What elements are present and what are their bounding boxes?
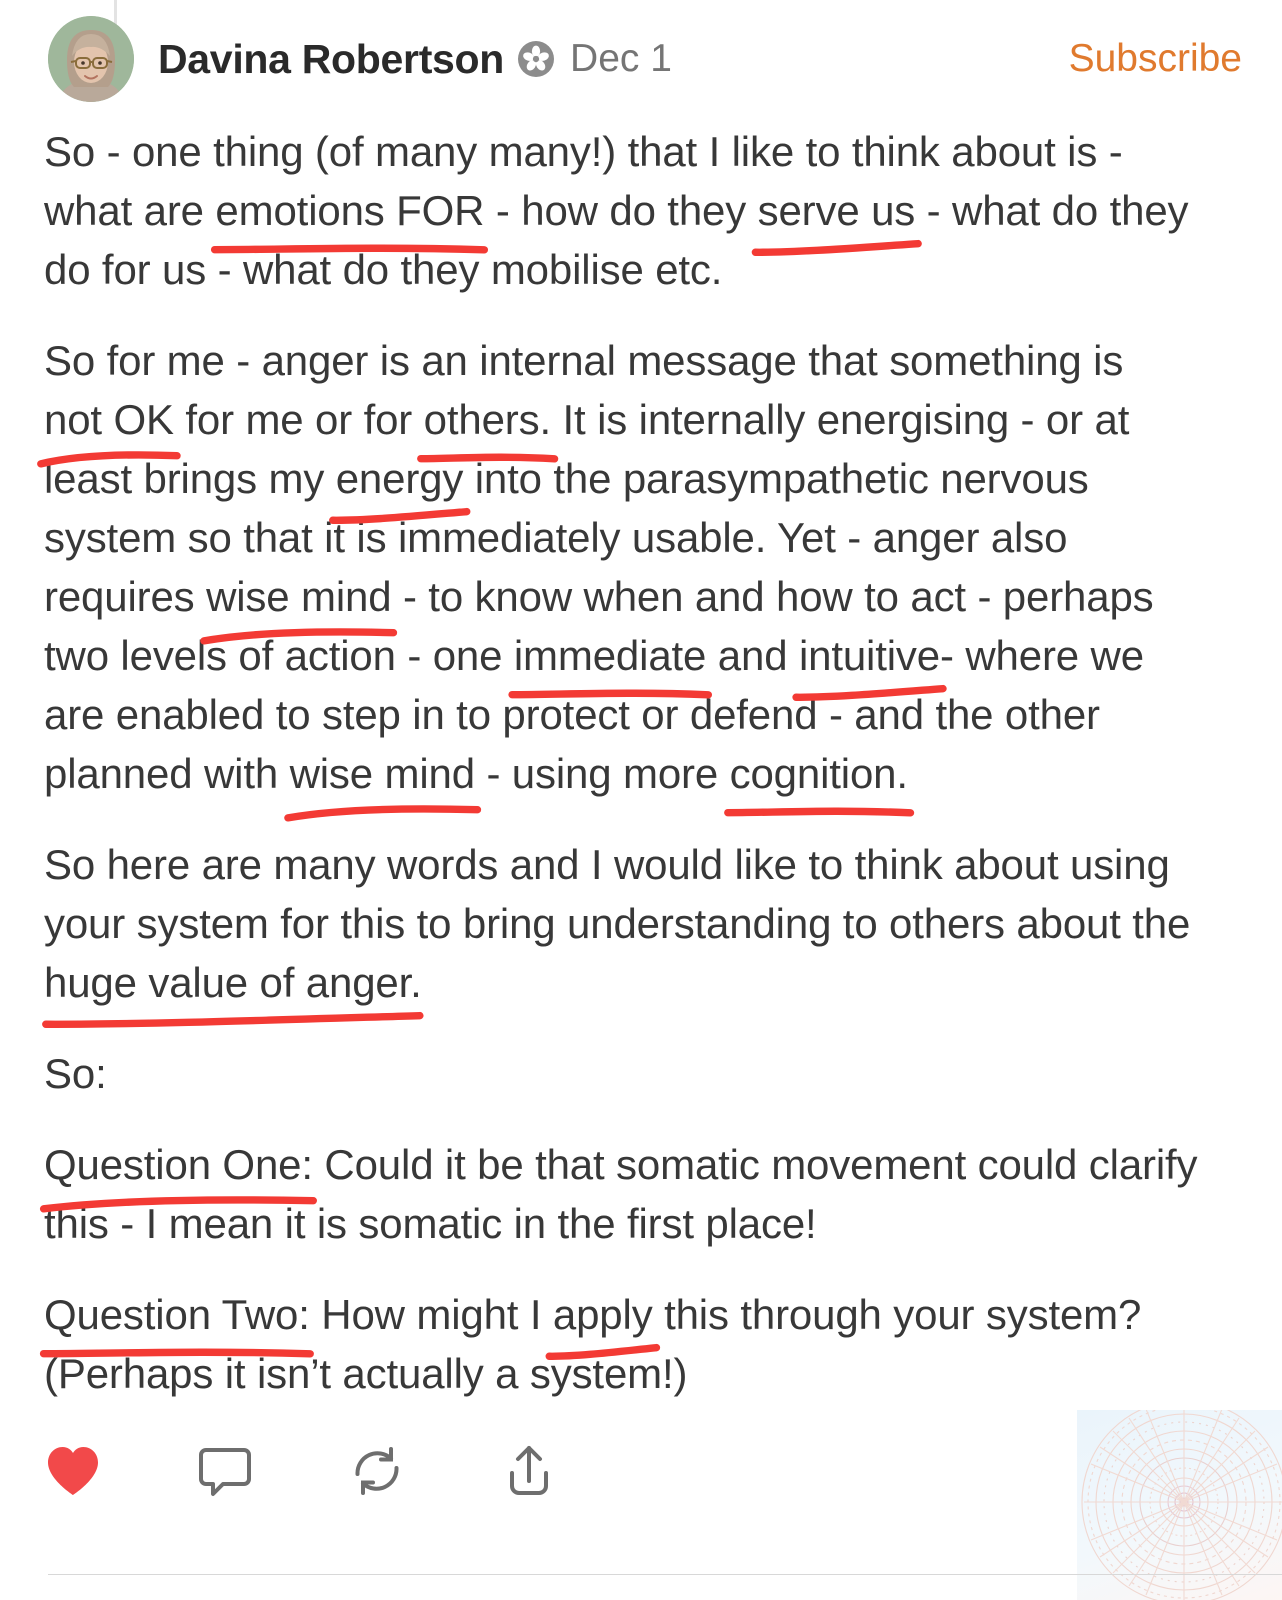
highlighted-text: Question One: <box>44 1141 313 1188</box>
highlighted-phrase <box>44 1135 313 1194</box>
like-button[interactable] <box>44 1442 102 1500</box>
comment-paragraph <box>44 1044 1209 1103</box>
heart-icon <box>45 1445 101 1497</box>
highlighted-phrase <box>215 181 484 240</box>
highlighted-phrase <box>424 390 551 449</box>
highlighted-phrase <box>336 449 464 508</box>
comment-paragraph <box>44 122 1209 299</box>
paragraph-text: How might I <box>309 1291 553 1338</box>
highlighted-phrase <box>44 953 422 1012</box>
paragraph-text: and <box>706 632 799 679</box>
paragraph-text: for me or for <box>173 396 424 443</box>
highlighted-text: huge value of anger. <box>44 959 422 1006</box>
highlighted-phrase <box>290 744 475 803</box>
paragraph-text: - how do they <box>484 187 758 234</box>
highlighted-text: cognition. <box>729 750 908 797</box>
highlighted-phrase <box>553 1285 653 1344</box>
mandala-watermark-image <box>1077 1410 1282 1600</box>
subscribe-button[interactable]: Subscribe <box>1068 37 1242 80</box>
share-button[interactable] <box>500 1442 558 1500</box>
substack-subscriber-flower-badge-icon <box>518 41 554 77</box>
paragraph-text: So for me - anger is an internal message that something is <box>44 337 1124 384</box>
comment-paragraph <box>44 1285 1209 1403</box>
highlighted-text: energy <box>335 455 464 502</box>
paragraph-text: It is internally energising - or at least brings my <box>44 396 1130 502</box>
highlighted-text: wise mind <box>206 573 392 620</box>
paragraph-text: this through your system? (Perhaps it isn’t actually a system!) <box>44 1291 1142 1397</box>
highlighted-text: immediate <box>513 632 707 679</box>
highlighted-text: serve us <box>757 187 916 234</box>
highlighted-text: apply <box>552 1291 653 1338</box>
comment-button[interactable] <box>196 1442 254 1500</box>
comment-body <box>44 122 1209 1403</box>
highlighted-phrase <box>514 626 706 685</box>
share-icon <box>504 1443 554 1499</box>
avatar[interactable] <box>48 16 134 102</box>
comment-paragraph <box>44 331 1209 803</box>
highlighted-text: emotions FOR <box>215 187 485 234</box>
highlighted-phrase <box>799 626 940 685</box>
byline <box>158 36 1069 83</box>
comment-paragraph <box>44 835 1209 1012</box>
highlighted-phrase <box>44 1285 310 1344</box>
paragraph-text: - to know when and how to act - perhaps two levels of action - one <box>44 573 1154 679</box>
highlighted-phrase <box>758 181 916 240</box>
highlighted-text: not OK <box>44 396 174 443</box>
restack-button[interactable] <box>348 1442 406 1500</box>
comment-actions <box>44 1442 558 1500</box>
author-name[interactable]: Davina Robertson <box>158 35 505 82</box>
paragraph-text: Could it be that somatic movement could clarify this - I mean it is somatic in the first place! <box>44 1141 1198 1247</box>
highlighted-phrase <box>44 390 174 449</box>
marker-underline <box>284 799 481 825</box>
bottom-divider <box>48 1574 1282 1575</box>
paragraph-text: So - one thing (of many many!) that I like to think about is - what are <box>44 128 1123 234</box>
highlighted-phrase <box>730 744 908 803</box>
marker-underline <box>38 1008 428 1034</box>
highlighted-text: intuitive <box>798 632 940 679</box>
highlighted-phrase <box>206 567 391 626</box>
post-date: Dec 1 <box>570 37 672 80</box>
highlighted-text: others. <box>423 396 552 443</box>
paragraph-text: So here are many words and I would like to think about using your system for this to bring understanding to others about the <box>44 841 1191 947</box>
paragraph-text: into the parasympathetic nervous system so that it is immediately usable. Yet - anger also requires <box>44 455 1089 620</box>
marker-underline <box>752 236 922 262</box>
paragraph-text: - what do they do for us - what do they mobilise etc. <box>44 187 1189 293</box>
comment-bubble-icon <box>198 1444 252 1498</box>
comment-header <box>0 0 1282 118</box>
highlighted-text: wise mind <box>289 750 475 797</box>
paragraph-text: - using more <box>474 750 730 797</box>
paragraph-text: So: <box>44 1050 107 1097</box>
restack-icon <box>349 1444 405 1498</box>
paragraph-text: - where we are enabled to step in to protect or defend - and the other planned with <box>44 632 1144 797</box>
marker-underline <box>724 799 914 825</box>
highlighted-text: Question Two: <box>44 1291 310 1338</box>
comment-paragraph <box>44 1135 1209 1253</box>
